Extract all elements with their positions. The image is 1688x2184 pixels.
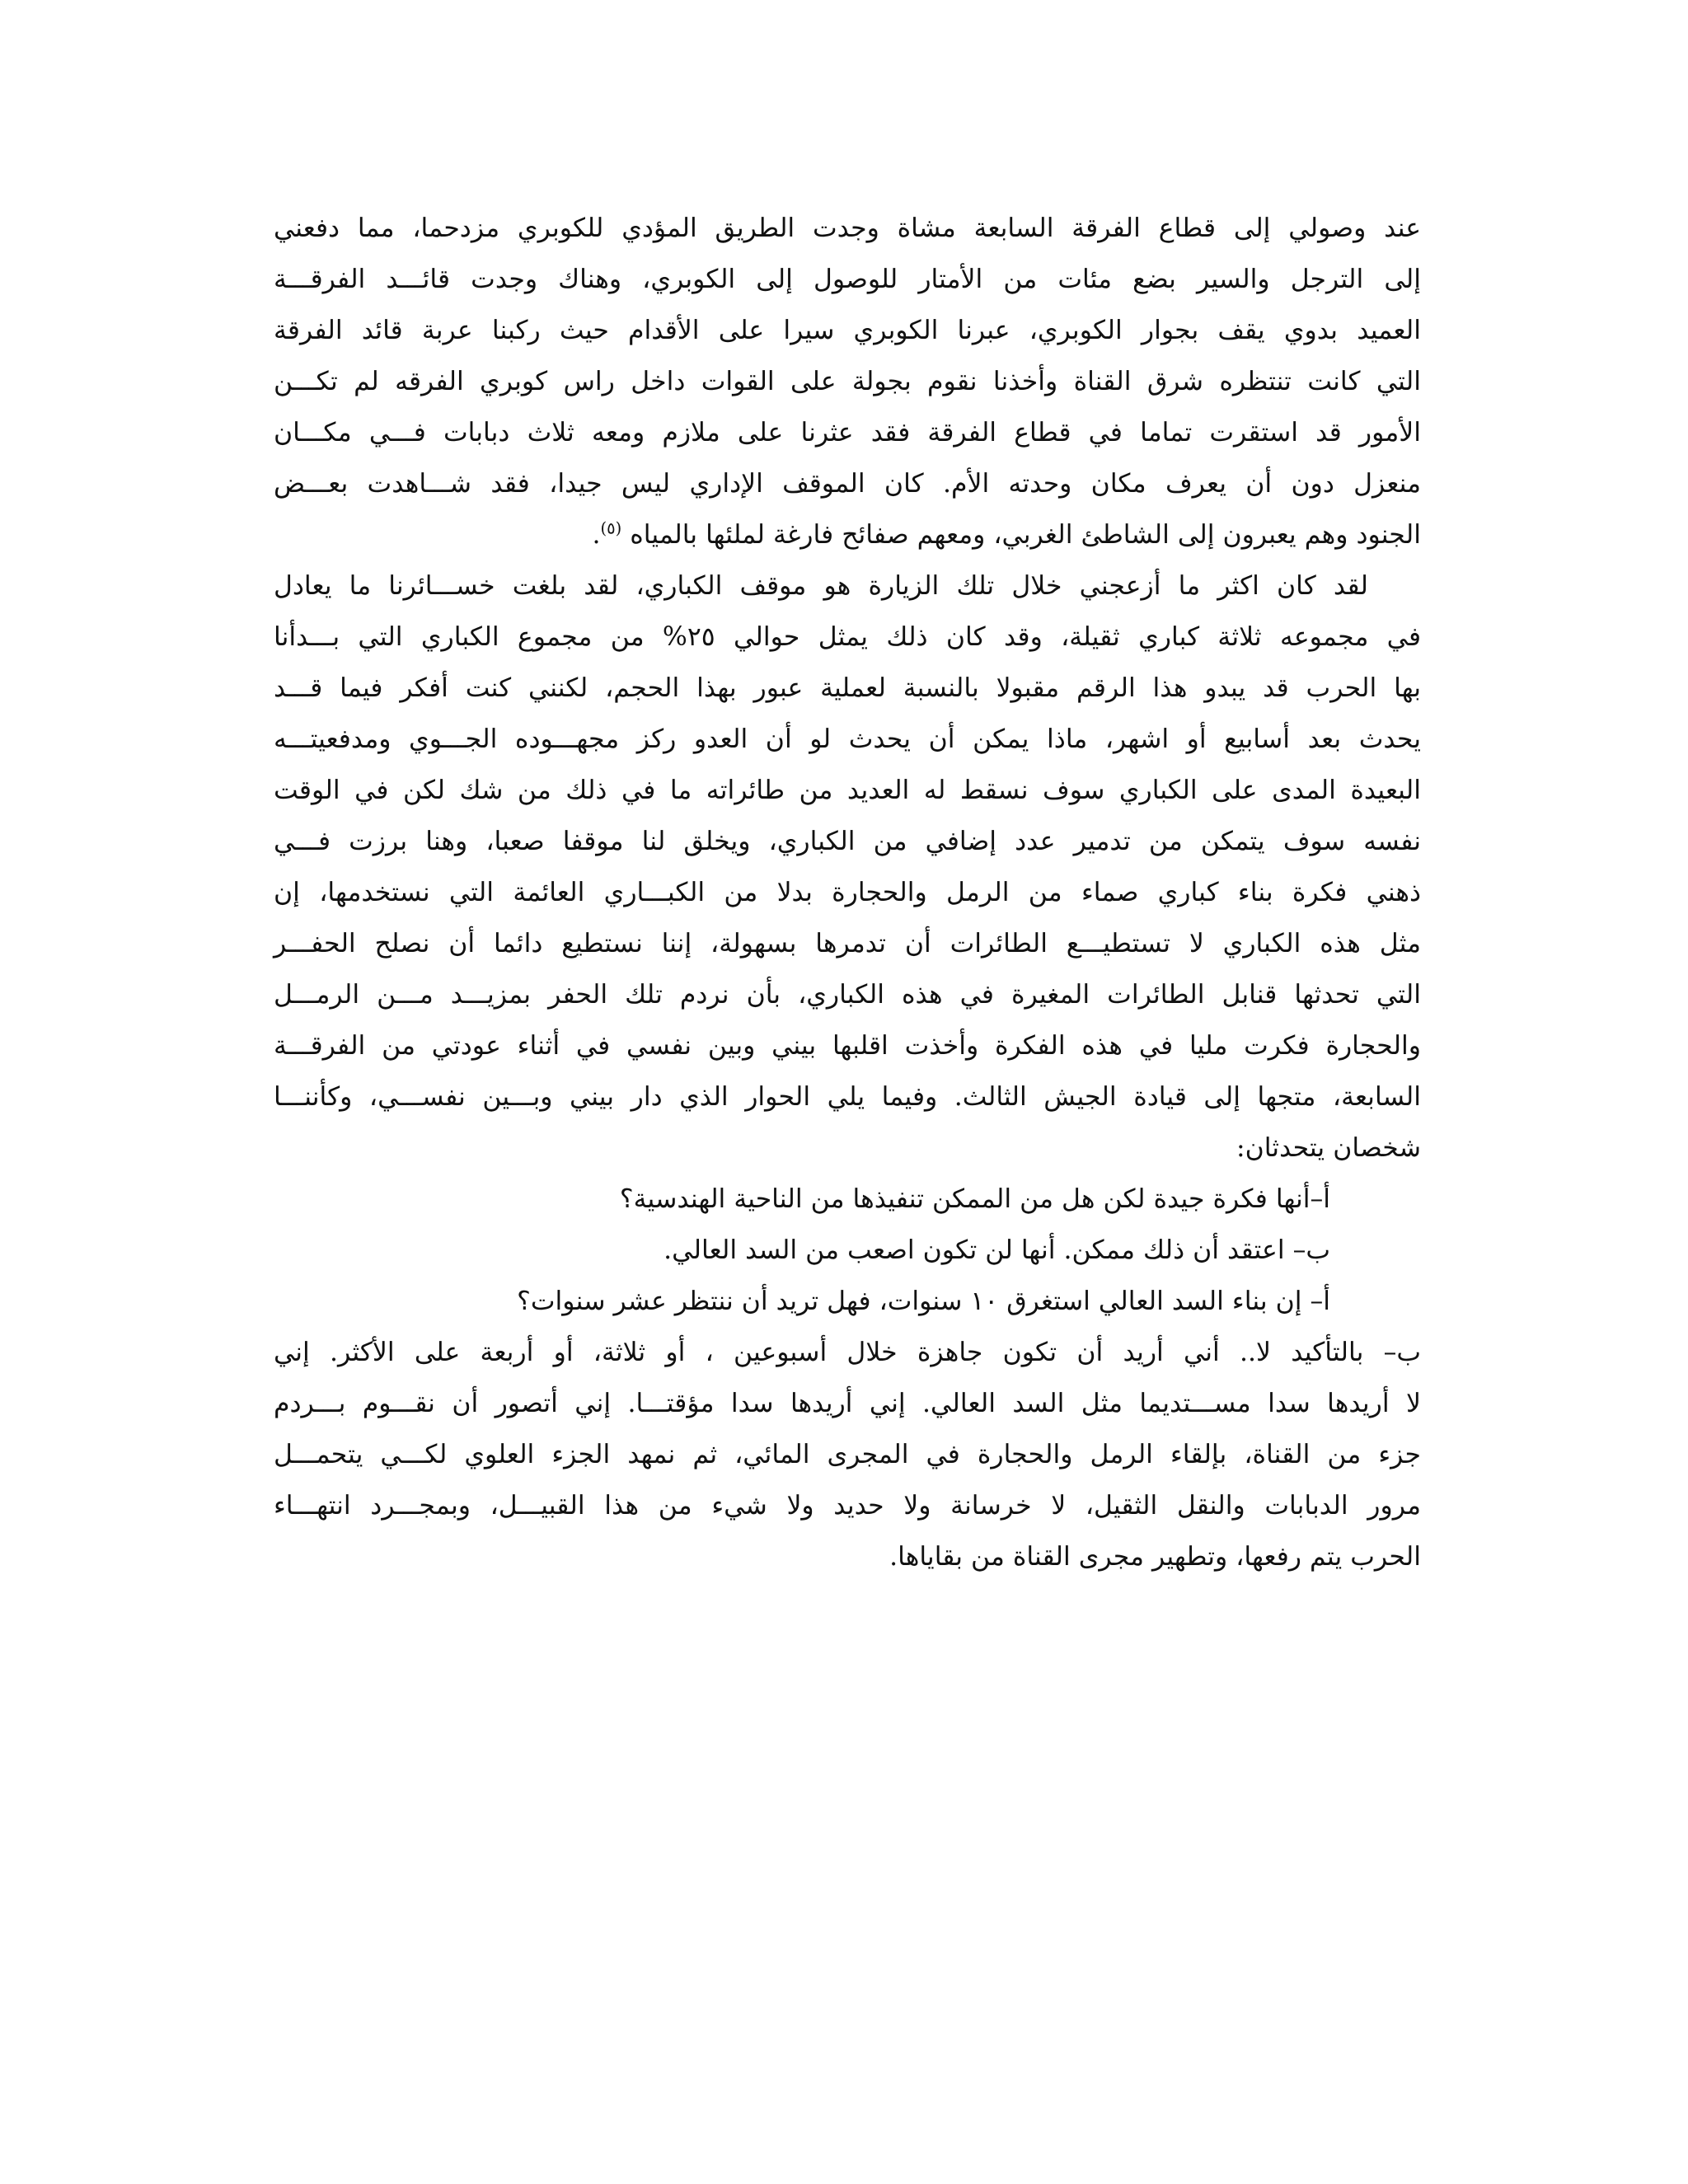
document-body bbox=[274, 203, 1421, 1582]
text-line-content: السابعة، متجها إلى قيادة الجيش الثالث. وفيما يلي الحوار الذي دار بيني وبـــين نفســـي، وكأننـــا bbox=[274, 1082, 1421, 1112]
text-line-content: مثل هذه الكباري لا تستطيـــع الطائرات أن تدمرها بسهولة، إننا نستطيع دائما أن نصلح الحفـــر bbox=[274, 929, 1421, 958]
text-line bbox=[274, 714, 1421, 765]
text-line-content: ب– بالتأكيد لا.. أني أريد أن تكون جاهزة خلال أسبوعين ، أو ثلاثة، أو أربعة على الأكثر. إني bbox=[274, 1338, 1421, 1367]
text-line bbox=[274, 663, 1421, 714]
text-line bbox=[274, 458, 1421, 509]
text-line-content: ب– اعتقد أن ذلك ممكن. أنها لن تكون اصعب من السد العالي. bbox=[663, 1235, 1330, 1265]
text-line-content: شخصان يتحدثان: bbox=[1236, 1133, 1421, 1163]
text-line bbox=[274, 1378, 1421, 1429]
text-line bbox=[274, 560, 1421, 612]
text-line bbox=[274, 816, 1421, 867]
text-line-content: الجنود وهم يعبرون إلى الشاطئ الغربي، ومعهم صفائح فارغة لملئها بالمياه bbox=[630, 520, 1421, 550]
text-line bbox=[274, 1480, 1421, 1531]
text-line-content: مرور الدبابات والنقل الثقيل، لا خرسانة ولا حديد ولا شيء من هذا القبيـــل، وبمجـــرد انتهـــاء bbox=[274, 1491, 1421, 1521]
footnote-number: (٥) bbox=[600, 518, 622, 538]
text-line-content: عند وصولي إلى قطاع الفرقة السابعة مشاة وجدت الطريق المؤدي للكوبري مزدحما، مما دفعني bbox=[274, 213, 1421, 243]
text-line-content: إلى الترجل والسير بضع مئات من الأمتار للوصول إلى الكوبري، وهناك وجدت قائـــد الفرقـــة bbox=[274, 265, 1421, 294]
text-line bbox=[274, 1276, 1421, 1327]
text-line-content: لقد كان اكثر ما أزعجني خلال تلك الزيارة هو موقف الكباري، لقد بلغت خســـائرنا ما يعادل bbox=[274, 571, 1368, 601]
text-line bbox=[274, 765, 1421, 816]
text-line bbox=[274, 918, 1421, 969]
text-line-content: التي تحدثها قنابل الطائرات المغيرة في هذه الكباري، بأن نردم تلك الحفر بمزيـــد مـــن الرمـــل bbox=[274, 980, 1421, 1010]
text-line bbox=[274, 1429, 1421, 1480]
text-line-content: البعيدة المدى على الكباري سوف نسقط له العديد من طائراته ما في ذلك من شك لكن في الوقت bbox=[274, 776, 1421, 805]
text-line-content: والحجارة فكرت مليا في هذه الفكرة وأخذت اقلبها بيني وبين نفسي في أثناء عودتي من الفرقـــة bbox=[274, 1031, 1421, 1061]
text-line bbox=[274, 356, 1421, 407]
text-line-content: التي كانت تنتظره شرق القناة وأخذنا نقوم بجولة على القوات داخل راس كوبري الفرقه لم تكـــن bbox=[274, 367, 1421, 396]
text-line-content: جزء من القناة، بإلقاء الرمل والحجارة في المجرى المائي، ثم نمهد الجزء العلوي لكـــي يتحمـــل bbox=[274, 1440, 1421, 1469]
text-line-content: بها الحرب قد يبدو هذا الرقم مقبولا بالنسبة لعملية عبور بهذا الحجم، لكنني كنت أفكر فيما قـــد bbox=[274, 673, 1421, 703]
text-line-content: أ– إن بناء السد العالي استغرق ١٠ سنوات، فهل تريد أن ننتظر عشر سنوات؟ bbox=[517, 1286, 1330, 1316]
text-line-content: الأمور قد استقرت تماما في قطاع الفرقة فقد عثرنا على ملازم ومعه ثلاث دبابات فـــي مكـــان bbox=[274, 418, 1421, 448]
text-line-content: العميد بدوي يقف بجوار الكوبري، عبرنا الكوبري سيرا على الأقدام حيث ركبنا عربة قائد الفرقة bbox=[274, 316, 1421, 345]
text-line bbox=[274, 1174, 1421, 1225]
text-line-content: منعزل دون أن يعرف مكان وحدته الأم. كان الموقف الإداري ليس جيدا، فقد شـــاهدت بعـــض bbox=[274, 469, 1421, 499]
text-line bbox=[274, 254, 1421, 305]
text-line-content: لا أريدها سدا مســـتديما مثل السد العالي. إني أريدها سدا مؤقتـــا. إني أتصور أن نقـــوم بـــردم bbox=[274, 1389, 1421, 1418]
text-line bbox=[274, 1020, 1421, 1071]
text-line bbox=[274, 1327, 1421, 1378]
text-line bbox=[274, 407, 1421, 458]
text-line bbox=[274, 969, 1421, 1020]
text-line-content: أ–أنها فكرة جيدة لكن هل من الممكن تنفيذها من الناحية الهندسية؟ bbox=[619, 1184, 1330, 1214]
text-line bbox=[274, 612, 1421, 663]
text-line bbox=[274, 203, 1421, 254]
text-line-content: نفسه سوف يتمكن من تدمير عدد إضافي من الكباري، ويخلق لنا موقفا صعبا، وهنا برزت فـــي bbox=[274, 827, 1421, 856]
text-line-content: ذهني فكرة بناء كباري صماء من الرمل والحجارة بدلا من الكبـــاري العائمة التي نستخدمها، إن bbox=[274, 878, 1421, 907]
text-line-content: الحرب يتم رفعها، وتطهير مجرى القناة من بقاياها. bbox=[889, 1542, 1421, 1572]
text-line bbox=[274, 1531, 1421, 1582]
text-line bbox=[274, 867, 1421, 918]
footnote-marker: $^{(٥)}$. bbox=[592, 518, 622, 550]
text-line-content: في مجموعه ثلاثة كباري ثقيلة، وقد كان ذلك يمثل حوالي ٢٥% من مجموع الكباري التي بـــدأنا bbox=[274, 622, 1421, 652]
text-line bbox=[274, 509, 1421, 560]
text-line-content: يحدث بعد أسابيع أو اشهر، ماذا يمكن أن يحدث لو أن العدو ركز مجهـــوده الجـــوي ومدفعيتـــه bbox=[274, 724, 1421, 754]
text-line bbox=[274, 1122, 1421, 1174]
text-line bbox=[274, 1225, 1421, 1276]
text-line bbox=[274, 305, 1421, 356]
text-line bbox=[274, 1071, 1421, 1122]
